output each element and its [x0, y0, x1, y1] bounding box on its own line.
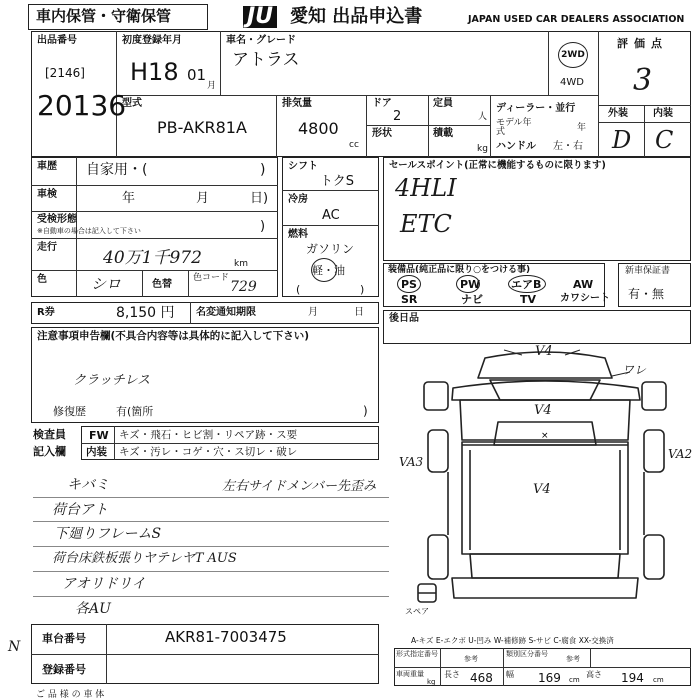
notice-month: 月 [308, 307, 318, 318]
width-label: 幅 [506, 670, 514, 679]
dealer-label: ディーラー・並行 [496, 103, 576, 114]
length-value: 468 [470, 671, 493, 685]
height-value: 194 [621, 671, 644, 685]
model-year-unit: 年 [577, 123, 587, 133]
mark-left-side: VA3 [399, 455, 424, 469]
warranty-label: 新車保証書 [625, 266, 671, 276]
doors-value: 2 [393, 109, 402, 124]
remark-3: 荷台アト [52, 502, 108, 518]
fw-text: キズ・飛石・ヒビ割・リペア跡・ス要 [119, 429, 298, 441]
rear-bumper [452, 578, 638, 598]
fuel-label: 燃料 [288, 229, 308, 240]
mileage-value: 40万1千972 [103, 248, 202, 268]
color-code-label: 色コード [193, 273, 230, 283]
mark-cabin: V4 [534, 403, 552, 418]
cab-cross-mark: × [541, 431, 549, 441]
mark-roof: V4 [535, 344, 553, 359]
model-value: PB-AKR81A [157, 118, 247, 137]
reg-month-unit: 月 [207, 81, 217, 91]
load-label: 積載 [433, 128, 453, 139]
remark-1: キバミ [67, 477, 109, 493]
front-left-wheel [428, 430, 448, 472]
category-number-label: 類別区分番号 [506, 650, 548, 658]
first-reg-month: 01 [187, 66, 207, 84]
form-title: 愛知 出品申込書 [290, 6, 423, 27]
color-change-label: 色替 [152, 279, 172, 290]
remark-4: 下廻りフレームS [54, 526, 162, 542]
inspection-month-unit: 月 [196, 191, 210, 206]
ju-logo: JU [243, 6, 277, 28]
chassis-label: 車台番号 [42, 632, 86, 645]
doors-label: ドア [372, 98, 392, 109]
repair-label: 修復歴 [53, 405, 86, 418]
color-value: シロ [91, 275, 122, 293]
sales-point-1: 4HLI [395, 174, 457, 202]
type-ref: 参考 [464, 655, 478, 663]
km-unit: km [234, 259, 248, 269]
ac-value: AC [322, 208, 340, 223]
weight-unit: kg [427, 678, 436, 686]
inspection-label: 車検 [37, 189, 57, 200]
usage-value: 自家用・( [86, 162, 148, 178]
model-year-label: モデル年式 [496, 118, 532, 137]
equip-ps: PS [401, 278, 417, 291]
remark-6: アオリドリイ [62, 576, 146, 592]
sales-points-label: セールスポイント(正常に機能するものに限ります) [389, 160, 606, 171]
rear-right-wheel [644, 535, 664, 579]
storage-label: 車内保管・守衛保管 [36, 7, 172, 25]
remark-5: 荷台床鉄板張りヤテレヤT AUS [52, 551, 237, 566]
rear-left-wheel [428, 535, 448, 579]
spare-label: スペア [405, 607, 429, 616]
notes-line-1: クラッチレス [73, 373, 151, 388]
fuel-value: ガソリン [306, 242, 355, 256]
vehicle-weight-label: 車両重量 [396, 670, 424, 678]
color-label: 色 [37, 274, 47, 285]
fuel-paren-open: ( [296, 283, 301, 296]
equip-seat: カワシート [560, 293, 610, 304]
mark-hood-note: ワレ [622, 363, 647, 377]
cc-unit: cc [349, 140, 359, 150]
interior-score: C [655, 126, 674, 154]
warranty-value: 有・無 [628, 287, 665, 301]
capacity-label: 定員 [433, 98, 453, 109]
receipt-label: 受検形態 [37, 214, 77, 225]
score-value: 3 [633, 63, 653, 98]
equip-sr: SR [401, 293, 418, 306]
exterior-score: D [612, 126, 632, 154]
interior-check-text: キズ・汚レ・コゲ・穴・ス切レ・破レ [119, 446, 298, 458]
shift-value: トクS [320, 174, 354, 189]
color-code-value: 729 [230, 279, 257, 295]
receipt-close: ) [260, 219, 266, 234]
rear-panel [470, 554, 620, 578]
recycle-value: 8,150 円 [116, 305, 175, 321]
equip-aw: AW [573, 278, 594, 291]
repair-close: ) [363, 404, 368, 418]
drive-2wd-mark: 2WD [558, 42, 588, 68]
entry-sub-number: [2146] [45, 66, 85, 80]
entry-number: 20136 [37, 89, 127, 122]
displacement-label: 排気量 [282, 98, 312, 109]
equip-navi: ナビ [461, 293, 483, 306]
fw-label: FW [89, 429, 109, 442]
score-label: 評価点 [617, 37, 668, 50]
shape-label: 形状 [372, 128, 392, 139]
ac-label: 冷房 [288, 194, 308, 205]
shift-label: シフト [288, 161, 318, 172]
usage-label: 車歴 [37, 161, 57, 172]
inspector-label-1: 検査員 [33, 428, 66, 441]
inspection-year-unit: 年 [122, 191, 136, 206]
recycle-label: R券 [37, 307, 55, 318]
stray-mark: N [8, 639, 21, 655]
damage-legend: A-キズ E-エクボ U-凹み W-補修跡 S-サビ C-腐食 XX-交換済 [411, 636, 614, 645]
handle-label: ハンドル [496, 141, 536, 152]
equipment-label: 装備品(純正品に限り○をつける事) [388, 265, 531, 275]
repair-value: 有(箇所 [116, 405, 154, 418]
notice-label: 名変通知期限 [196, 307, 256, 318]
interior-label: 内装 [653, 108, 673, 119]
exterior-label: 外装 [608, 108, 628, 119]
length-label: 長さ [444, 670, 460, 679]
equip-tv: TV [520, 293, 537, 306]
displacement-value: 4800 [298, 119, 339, 138]
type-number-label: 形式指定番号 [396, 650, 438, 658]
remark-2: 左右サイドメンバー先歪み [222, 479, 377, 494]
first-reg-label: 初度登録年月 [122, 35, 182, 46]
width-value: 169 [538, 671, 561, 685]
sales-point-2: ETC [400, 210, 452, 238]
mark-right-side: VA2 [668, 447, 693, 461]
model-label: 型式 [122, 98, 142, 109]
height-unit: cm [653, 676, 664, 684]
equip-pw: PW [460, 278, 481, 291]
load-unit: kg [477, 144, 488, 154]
notes-label: 注意事項申告欄(不具合内容等は具体的に記入して下さい) [37, 330, 310, 342]
inspector-label-2: 記入欄 [33, 445, 66, 458]
interior-check-label: 内装 [86, 446, 107, 458]
fuel-paren-close: ) [360, 283, 365, 296]
width-unit: cm [569, 676, 580, 684]
category-ref: 参考 [566, 655, 580, 663]
inspection-day-unit: 日) [250, 191, 269, 206]
cargo-bed [462, 442, 628, 554]
form-title-en: JAPAN USED CAR DEALERS ASSOCIATION [468, 14, 685, 25]
car-name: アトラス [232, 50, 300, 70]
mark-bed: V4 [533, 482, 551, 497]
left-mirror [424, 382, 448, 410]
first-reg-year: H18 [130, 58, 179, 86]
car-name-label: 車名・グレード [226, 35, 296, 46]
after-fit-label: 後日品 [389, 313, 419, 324]
height-label: 高さ [586, 670, 602, 679]
equip-airbag: エアB [511, 278, 542, 291]
remark-7: 各AU [75, 601, 111, 617]
notice-day: 日 [354, 307, 364, 318]
mileage-label: 走行 [37, 242, 57, 253]
chassis-value: AKR81-7003475 [165, 628, 287, 646]
usage-close: ) [260, 162, 266, 178]
capacity-unit: 人 [478, 112, 488, 122]
front-bumper [452, 381, 640, 400]
fuel-diesel: 軽・油 [312, 264, 345, 277]
right-mirror [642, 382, 666, 410]
reg-no-label: 登録番号 [42, 663, 86, 676]
front-right-wheel [644, 430, 664, 472]
handle-value: 左・右 [553, 141, 583, 152]
bottom-strip: ご 品 様 の 車 体 [36, 690, 105, 700]
drive-4wd: 4WD [560, 77, 584, 88]
receipt-note: ※自動車の場合は記入して下さい [37, 227, 141, 235]
entry-number-label: 出品番号 [37, 35, 77, 46]
